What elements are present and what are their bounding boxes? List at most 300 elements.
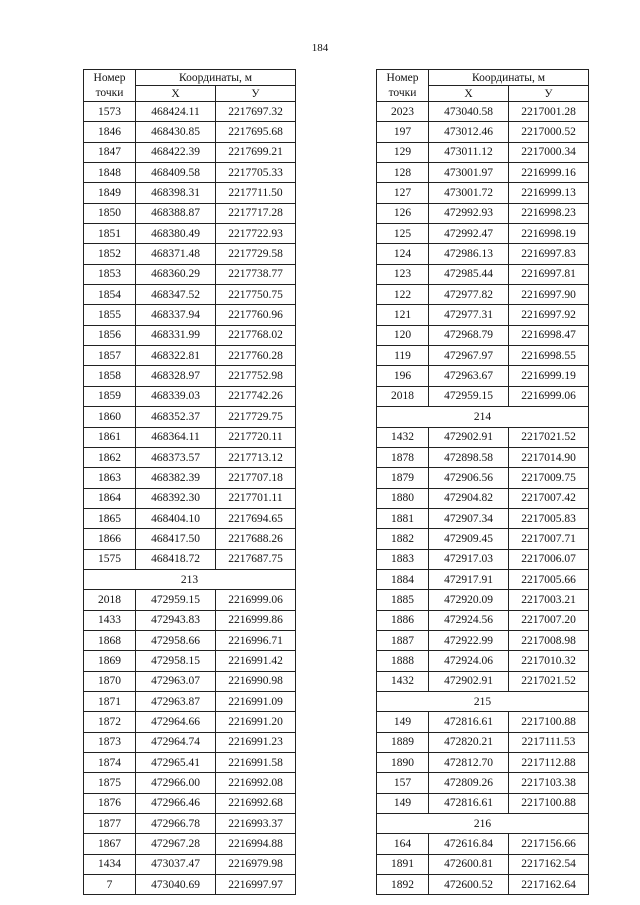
table-row xyxy=(377,102,589,122)
y-coordinate-cell: 2217003.21 xyxy=(509,590,589,610)
x-coordinate-cell: 472943.83 xyxy=(136,610,216,630)
x-coordinate-cell: 472963.07 xyxy=(136,671,216,691)
y-coordinate-cell: 2217000.34 xyxy=(509,142,589,162)
x-coordinate-cell: 473011.12 xyxy=(429,142,509,162)
y-coordinate-cell: 2217010.32 xyxy=(509,651,589,671)
header-point-number: Номер точки xyxy=(84,70,136,102)
point-number-cell: 1873 xyxy=(84,732,136,752)
x-coordinate-cell: 468424.11 xyxy=(136,102,216,122)
table-row xyxy=(377,427,589,447)
y-coordinate-cell: 2217162.64 xyxy=(509,875,589,895)
table-row xyxy=(84,285,296,305)
x-coordinate-cell: 472616.84 xyxy=(429,834,509,854)
point-number-cell: 1863 xyxy=(84,468,136,488)
point-number-cell: 1867 xyxy=(84,834,136,854)
table-row xyxy=(84,224,296,244)
table-row xyxy=(84,427,296,447)
right-table-body xyxy=(377,102,589,895)
x-coordinate-cell: 468337.94 xyxy=(136,305,216,325)
point-number-cell: 196 xyxy=(377,366,429,386)
x-coordinate-cell: 472600.52 xyxy=(429,875,509,895)
y-coordinate-cell: 2217001.28 xyxy=(509,102,589,122)
table-row xyxy=(377,264,589,284)
y-coordinate-cell: 2217711.50 xyxy=(216,183,296,203)
point-number-cell: 1865 xyxy=(84,508,136,528)
y-coordinate-cell: 2216999.13 xyxy=(509,183,589,203)
coordinates-table-right xyxy=(376,69,589,895)
x-coordinate-cell: 472967.97 xyxy=(429,346,509,366)
point-number-cell: 1875 xyxy=(84,773,136,793)
table-row xyxy=(84,854,296,874)
table-row xyxy=(84,630,296,650)
point-number-cell: 1866 xyxy=(84,529,136,549)
table-row xyxy=(377,753,589,773)
x-coordinate-cell: 468364.11 xyxy=(136,427,216,447)
point-number-cell: 1847 xyxy=(84,142,136,162)
table-row xyxy=(84,122,296,142)
y-coordinate-cell: 2217007.71 xyxy=(509,529,589,549)
table-row xyxy=(377,183,589,203)
section-header-row xyxy=(377,691,589,711)
point-number-cell: 1860 xyxy=(84,407,136,427)
y-coordinate-cell: 2216999.19 xyxy=(509,366,589,386)
table-row xyxy=(377,122,589,142)
x-coordinate-cell: 473040.58 xyxy=(429,102,509,122)
table-row xyxy=(84,529,296,549)
x-coordinate-cell: 472986.13 xyxy=(429,244,509,264)
table-row xyxy=(377,468,589,488)
table-row xyxy=(84,447,296,467)
y-coordinate-cell: 2217760.28 xyxy=(216,346,296,366)
y-coordinate-cell: 2216997.97 xyxy=(216,875,296,895)
x-coordinate-cell: 472992.47 xyxy=(429,224,509,244)
x-coordinate-cell: 472977.82 xyxy=(429,285,509,305)
point-number-cell: 128 xyxy=(377,163,429,183)
table-row xyxy=(84,488,296,508)
point-number-cell: 1879 xyxy=(377,468,429,488)
table-row xyxy=(84,264,296,284)
point-number-cell: 1848 xyxy=(84,163,136,183)
table-row xyxy=(377,712,589,732)
y-coordinate-cell: 2217007.20 xyxy=(509,610,589,630)
point-number-cell: 121 xyxy=(377,305,429,325)
point-number-cell: 125 xyxy=(377,224,429,244)
point-number-cell: 1874 xyxy=(84,753,136,773)
x-coordinate-cell: 472902.91 xyxy=(429,427,509,447)
x-coordinate-cell: 472924.56 xyxy=(429,610,509,630)
x-coordinate-cell: 472963.87 xyxy=(136,691,216,711)
x-coordinate-cell: 473037.47 xyxy=(136,854,216,874)
point-number-cell: 122 xyxy=(377,285,429,305)
y-coordinate-cell: 2216997.81 xyxy=(509,264,589,284)
point-number-cell: 7 xyxy=(84,875,136,895)
table-row xyxy=(377,773,589,793)
point-number-cell: 1857 xyxy=(84,346,136,366)
table-row xyxy=(377,508,589,528)
x-coordinate-cell: 472963.67 xyxy=(429,366,509,386)
y-coordinate-cell: 2217111.53 xyxy=(509,732,589,752)
point-number-cell: 1575 xyxy=(84,549,136,569)
y-coordinate-cell: 2217760.96 xyxy=(216,305,296,325)
table-row xyxy=(377,549,589,569)
y-coordinate-cell: 2216990.98 xyxy=(216,671,296,691)
x-coordinate-cell: 472992.93 xyxy=(429,203,509,223)
y-coordinate-cell: 2217713.12 xyxy=(216,447,296,467)
table-row xyxy=(377,793,589,813)
point-number-cell: 1870 xyxy=(84,671,136,691)
point-number-cell: 1432 xyxy=(377,671,429,691)
x-coordinate-cell: 468339.03 xyxy=(136,386,216,406)
point-number-cell: 1852 xyxy=(84,244,136,264)
table-row xyxy=(84,691,296,711)
y-coordinate-cell: 2216998.47 xyxy=(509,325,589,345)
point-number-cell: 197 xyxy=(377,122,429,142)
x-coordinate-cell: 472967.28 xyxy=(136,834,216,854)
x-coordinate-cell: 472902.91 xyxy=(429,671,509,691)
x-coordinate-cell: 472917.03 xyxy=(429,549,509,569)
y-coordinate-cell: 2217717.28 xyxy=(216,203,296,223)
table-row xyxy=(377,244,589,264)
point-number-cell: 1858 xyxy=(84,366,136,386)
table-row xyxy=(377,569,589,589)
point-number-cell: 1432 xyxy=(377,427,429,447)
table-row xyxy=(377,285,589,305)
x-coordinate-cell: 472906.56 xyxy=(429,468,509,488)
y-coordinate-cell: 2217156.66 xyxy=(509,834,589,854)
y-coordinate-cell: 2216999.06 xyxy=(216,590,296,610)
point-number-cell: 1871 xyxy=(84,691,136,711)
x-coordinate-cell: 468404.10 xyxy=(136,508,216,528)
y-coordinate-cell: 2217008.98 xyxy=(509,630,589,650)
table-row xyxy=(377,346,589,366)
x-coordinate-cell: 472812.70 xyxy=(429,753,509,773)
header-y: У xyxy=(509,86,589,102)
y-coordinate-cell: 2217701.11 xyxy=(216,488,296,508)
y-coordinate-cell: 2216991.42 xyxy=(216,651,296,671)
x-coordinate-cell: 472985.44 xyxy=(429,264,509,284)
y-coordinate-cell: 2216992.08 xyxy=(216,773,296,793)
x-coordinate-cell: 472958.66 xyxy=(136,630,216,650)
x-coordinate-cell: 472959.15 xyxy=(136,590,216,610)
x-coordinate-cell: 468373.57 xyxy=(136,447,216,467)
x-coordinate-cell: 468418.72 xyxy=(136,549,216,569)
x-coordinate-cell: 472964.66 xyxy=(136,712,216,732)
header-y: У xyxy=(216,86,296,102)
point-number-cell: 2018 xyxy=(377,386,429,406)
table-row xyxy=(84,590,296,610)
point-number-cell: 1891 xyxy=(377,854,429,874)
point-number-cell: 1882 xyxy=(377,529,429,549)
table-row xyxy=(84,610,296,630)
x-coordinate-cell: 468388.87 xyxy=(136,203,216,223)
point-number-cell: 1880 xyxy=(377,488,429,508)
y-coordinate-cell: 2216997.90 xyxy=(509,285,589,305)
point-number-cell: 1433 xyxy=(84,610,136,630)
x-coordinate-cell: 468430.85 xyxy=(136,122,216,142)
y-coordinate-cell: 2217707.18 xyxy=(216,468,296,488)
y-coordinate-cell: 2216999.86 xyxy=(216,610,296,630)
y-coordinate-cell: 2217005.83 xyxy=(509,508,589,528)
y-coordinate-cell: 2217005.66 xyxy=(509,569,589,589)
point-number-cell: 1864 xyxy=(84,488,136,508)
x-coordinate-cell: 472917.91 xyxy=(429,569,509,589)
point-number-cell: 1861 xyxy=(84,427,136,447)
x-coordinate-cell: 473001.72 xyxy=(429,183,509,203)
point-number-cell: 123 xyxy=(377,264,429,284)
x-coordinate-cell: 472966.46 xyxy=(136,793,216,813)
table-row xyxy=(377,875,589,895)
y-coordinate-cell: 2217687.75 xyxy=(216,549,296,569)
x-coordinate-cell: 472922.99 xyxy=(429,630,509,650)
x-coordinate-cell: 472816.61 xyxy=(429,793,509,813)
y-coordinate-cell: 2217738.77 xyxy=(216,264,296,284)
point-number-cell: 1434 xyxy=(84,854,136,874)
y-coordinate-cell: 2216993.37 xyxy=(216,814,296,834)
point-number-cell: 1859 xyxy=(84,386,136,406)
point-number-cell: 1892 xyxy=(377,875,429,895)
y-coordinate-cell: 2216994.88 xyxy=(216,834,296,854)
table-row xyxy=(84,244,296,264)
table-row xyxy=(84,814,296,834)
table-row xyxy=(377,224,589,244)
x-coordinate-cell: 472959.15 xyxy=(429,386,509,406)
y-coordinate-cell: 2217112.88 xyxy=(509,753,589,773)
table-row xyxy=(84,508,296,528)
header-point-number: Номер точки xyxy=(377,70,429,102)
table-row xyxy=(84,549,296,569)
x-coordinate-cell: 468331.99 xyxy=(136,325,216,345)
y-coordinate-cell: 2216992.68 xyxy=(216,793,296,813)
point-number-cell: 1872 xyxy=(84,712,136,732)
y-coordinate-cell: 2217009.75 xyxy=(509,468,589,488)
header-x: X xyxy=(429,86,509,102)
y-coordinate-cell: 2216997.92 xyxy=(509,305,589,325)
y-coordinate-cell: 2217100.88 xyxy=(509,793,589,813)
table-row xyxy=(84,163,296,183)
y-coordinate-cell: 2216991.58 xyxy=(216,753,296,773)
x-coordinate-cell: 472966.00 xyxy=(136,773,216,793)
x-coordinate-cell: 468398.31 xyxy=(136,183,216,203)
y-coordinate-cell: 2216979.98 xyxy=(216,854,296,874)
x-coordinate-cell: 468392.30 xyxy=(136,488,216,508)
header-coordinates: Координаты, м xyxy=(136,70,296,86)
y-coordinate-cell: 2216999.06 xyxy=(509,386,589,406)
table-row xyxy=(84,366,296,386)
y-coordinate-cell: 2217688.26 xyxy=(216,529,296,549)
x-coordinate-cell: 472820.21 xyxy=(429,732,509,752)
point-number-cell: 157 xyxy=(377,773,429,793)
table-row xyxy=(84,834,296,854)
x-coordinate-cell: 472958.15 xyxy=(136,651,216,671)
y-coordinate-cell: 2217699.21 xyxy=(216,142,296,162)
table-row xyxy=(84,325,296,345)
table-row xyxy=(377,590,589,610)
point-number-cell: 149 xyxy=(377,712,429,732)
point-number-cell: 1573 xyxy=(84,102,136,122)
x-coordinate-cell: 468371.48 xyxy=(136,244,216,264)
table-row xyxy=(377,610,589,630)
y-coordinate-cell: 2216991.20 xyxy=(216,712,296,732)
point-number-cell: 1884 xyxy=(377,569,429,589)
y-coordinate-cell: 2217100.88 xyxy=(509,712,589,732)
y-coordinate-cell: 2216998.19 xyxy=(509,224,589,244)
point-number-cell: 1856 xyxy=(84,325,136,345)
x-coordinate-cell: 472909.45 xyxy=(429,529,509,549)
x-coordinate-cell: 472966.78 xyxy=(136,814,216,834)
point-number-cell: 1868 xyxy=(84,630,136,650)
x-coordinate-cell: 468360.29 xyxy=(136,264,216,284)
table-row xyxy=(377,651,589,671)
table-row xyxy=(377,447,589,467)
y-coordinate-cell: 2216997.83 xyxy=(509,244,589,264)
table-row xyxy=(377,203,589,223)
point-number-cell: 1869 xyxy=(84,651,136,671)
table-row xyxy=(84,386,296,406)
page-number: 184 xyxy=(311,42,329,54)
y-coordinate-cell: 2217729.75 xyxy=(216,407,296,427)
y-coordinate-cell: 2217695.68 xyxy=(216,122,296,142)
x-coordinate-cell: 468417.50 xyxy=(136,529,216,549)
x-coordinate-cell: 472968.79 xyxy=(429,325,509,345)
x-coordinate-cell: 472964.74 xyxy=(136,732,216,752)
table-row xyxy=(377,366,589,386)
point-number-cell: 1846 xyxy=(84,122,136,142)
x-coordinate-cell: 468347.52 xyxy=(136,285,216,305)
table-row xyxy=(377,630,589,650)
y-coordinate-cell: 2217752.98 xyxy=(216,366,296,386)
section-number: 213 xyxy=(84,569,296,589)
section-header-row xyxy=(377,407,589,427)
y-coordinate-cell: 2216998.55 xyxy=(509,346,589,366)
table-row xyxy=(84,468,296,488)
point-number-cell: 1862 xyxy=(84,447,136,467)
y-coordinate-cell: 2217694.65 xyxy=(216,508,296,528)
table-row xyxy=(84,875,296,895)
table-row xyxy=(84,142,296,162)
y-coordinate-cell: 2217006.07 xyxy=(509,549,589,569)
point-number-cell: 124 xyxy=(377,244,429,264)
y-coordinate-cell: 2217021.52 xyxy=(509,427,589,447)
point-number-cell: 1854 xyxy=(84,285,136,305)
y-coordinate-cell: 2217722.93 xyxy=(216,224,296,244)
table-row xyxy=(84,671,296,691)
y-coordinate-cell: 2217014.90 xyxy=(509,447,589,467)
x-coordinate-cell: 468322.81 xyxy=(136,346,216,366)
y-coordinate-cell: 2217007.42 xyxy=(509,488,589,508)
x-coordinate-cell: 472898.58 xyxy=(429,447,509,467)
table-row xyxy=(84,183,296,203)
table-row xyxy=(377,834,589,854)
point-number-cell: 1855 xyxy=(84,305,136,325)
point-number-cell: 127 xyxy=(377,183,429,203)
table-row xyxy=(377,671,589,691)
section-header-row xyxy=(84,569,296,589)
x-coordinate-cell: 472600.81 xyxy=(429,854,509,874)
point-number-cell: 1886 xyxy=(377,610,429,630)
table-row xyxy=(377,529,589,549)
x-coordinate-cell: 468352.37 xyxy=(136,407,216,427)
table-row xyxy=(84,732,296,752)
y-coordinate-cell: 2217750.75 xyxy=(216,285,296,305)
point-number-cell: 1881 xyxy=(377,508,429,528)
table-row xyxy=(84,753,296,773)
table-row xyxy=(84,651,296,671)
y-coordinate-cell: 2216998.23 xyxy=(509,203,589,223)
y-coordinate-cell: 2217768.02 xyxy=(216,325,296,345)
x-coordinate-cell: 473001.97 xyxy=(429,163,509,183)
point-number-cell: 1885 xyxy=(377,590,429,610)
x-coordinate-cell: 468382.39 xyxy=(136,468,216,488)
x-coordinate-cell: 473040.69 xyxy=(136,875,216,895)
point-number-cell: 164 xyxy=(377,834,429,854)
x-coordinate-cell: 472920.09 xyxy=(429,590,509,610)
x-coordinate-cell: 468409.58 xyxy=(136,163,216,183)
point-number-cell: 1876 xyxy=(84,793,136,813)
x-coordinate-cell: 472965.41 xyxy=(136,753,216,773)
x-coordinate-cell: 472977.31 xyxy=(429,305,509,325)
coordinates-table-left xyxy=(83,69,296,895)
y-coordinate-cell: 2217000.52 xyxy=(509,122,589,142)
table-row xyxy=(377,854,589,874)
table-row xyxy=(377,325,589,345)
point-number-cell: 119 xyxy=(377,346,429,366)
y-coordinate-cell: 2217103.38 xyxy=(509,773,589,793)
table-row xyxy=(377,142,589,162)
x-coordinate-cell: 472907.34 xyxy=(429,508,509,528)
section-number: 216 xyxy=(377,814,589,834)
point-number-cell: 1849 xyxy=(84,183,136,203)
table-row xyxy=(84,102,296,122)
point-number-cell: 1851 xyxy=(84,224,136,244)
table-row xyxy=(84,346,296,366)
point-number-cell: 129 xyxy=(377,142,429,162)
x-coordinate-cell: 472904.82 xyxy=(429,488,509,508)
y-coordinate-cell: 2217729.58 xyxy=(216,244,296,264)
y-coordinate-cell: 2216996.71 xyxy=(216,630,296,650)
table-row xyxy=(84,305,296,325)
x-coordinate-cell: 472924.06 xyxy=(429,651,509,671)
point-number-cell: 2018 xyxy=(84,590,136,610)
table-row xyxy=(377,732,589,752)
y-coordinate-cell: 2217742.26 xyxy=(216,386,296,406)
y-coordinate-cell: 2217697.32 xyxy=(216,102,296,122)
section-header-row xyxy=(377,814,589,834)
table-row xyxy=(84,793,296,813)
point-number-cell: 1878 xyxy=(377,447,429,467)
section-number: 214 xyxy=(377,407,589,427)
y-coordinate-cell: 2216991.09 xyxy=(216,691,296,711)
point-number-cell: 149 xyxy=(377,793,429,813)
y-coordinate-cell: 2217720.11 xyxy=(216,427,296,447)
point-number-cell: 1883 xyxy=(377,549,429,569)
point-number-cell: 2023 xyxy=(377,102,429,122)
table-row xyxy=(377,488,589,508)
x-coordinate-cell: 468380.49 xyxy=(136,224,216,244)
y-coordinate-cell: 2216991.23 xyxy=(216,732,296,752)
point-number-cell: 1890 xyxy=(377,753,429,773)
x-coordinate-cell: 468328.97 xyxy=(136,366,216,386)
table-row xyxy=(84,773,296,793)
table-row xyxy=(84,203,296,223)
table-row xyxy=(84,712,296,732)
x-coordinate-cell: 472809.26 xyxy=(429,773,509,793)
x-coordinate-cell: 473012.46 xyxy=(429,122,509,142)
point-number-cell: 1888 xyxy=(377,651,429,671)
table-row xyxy=(377,305,589,325)
table-row xyxy=(377,386,589,406)
header-x: X xyxy=(136,86,216,102)
point-number-cell: 1887 xyxy=(377,630,429,650)
